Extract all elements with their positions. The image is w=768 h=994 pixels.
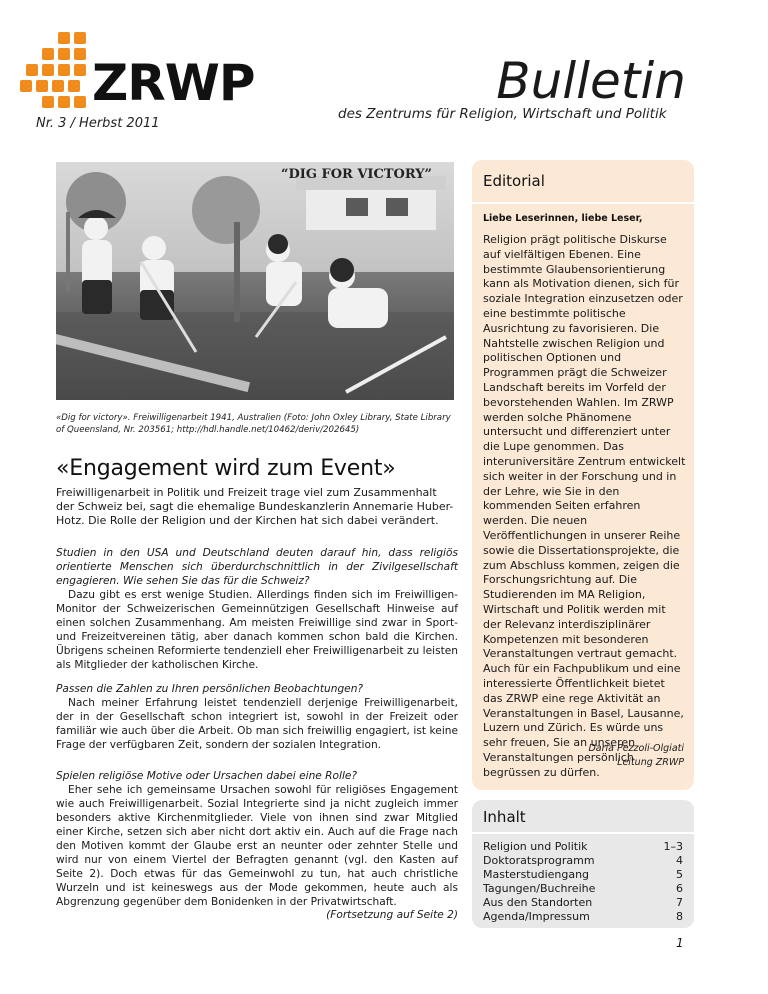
editorial-role: Leitung ZRWP xyxy=(617,757,684,768)
toc-item xyxy=(483,868,683,882)
toc-label: Tagungen/Buchreihe xyxy=(483,882,596,895)
interview-question: Spielen religiöse Motive oder Ursachen dabei eine Rolle? xyxy=(56,770,358,782)
editorial-divider xyxy=(472,202,694,204)
article-section-1 xyxy=(56,546,458,672)
toc-page: 1–3 xyxy=(663,840,683,853)
toc-item xyxy=(483,882,683,896)
interview-question: Passen die Zahlen zu Ihren persönlichen Beobachtungen? xyxy=(56,683,364,695)
toc-page: 8 xyxy=(676,910,683,923)
article-photo xyxy=(56,162,454,400)
article-section-2 xyxy=(56,682,458,752)
table-of-contents xyxy=(472,800,694,928)
toc-label: Religion und Politik xyxy=(483,840,588,853)
issue-label: Nr. 3 / Herbst 2011 xyxy=(36,116,160,131)
toc-page: 4 xyxy=(676,854,683,867)
bulletin-title: Bulletin xyxy=(496,52,686,110)
interview-answer: Eher sehe ich gemeinsame Ursachen sowohl für religiöses Engagement wie auch Freiwilligenarbeit. Sozial Integrierte sind ja nicht zugleich immer besonders aktive Kirchenmitglieder. Viele von ihnen sind zwar Mitglied einer Kirche, setzen sich aber nicht dort aktiv ein. Auch auf die Frage nach den Motiven kommt der Glaube erst an neunter oder zehnter Stelle und wird nur von einem Viertel der Befragten genannt (vgl. den Kasten auf Seite 2). Doch etwas für das Gemeinwohl zu tun, hat auch christliche Wurzeln und ist keineswegs aus der Mode gekommen, heute auch als Abgrenzung gegenüber dem Bonidenken in der Privatwirtschaft. xyxy=(56,784,458,908)
toc-label: Doktoratsprogramm xyxy=(483,854,595,867)
toc-divider xyxy=(472,832,694,834)
toc-item xyxy=(483,854,683,868)
article-headline: «Engagement wird zum Event» xyxy=(56,456,396,481)
article-section-3 xyxy=(56,769,458,909)
toc-heading: Inhalt xyxy=(483,808,526,826)
toc-item xyxy=(483,896,683,910)
photo-caption: «Dig for victory». Freiwilligenarbeit 1941, Australien (Foto: John Oxley Library, State Library of Queensland, Nr. 203561; http://hdl.handle.net/10462/deriv/202645) xyxy=(56,413,451,435)
interview-question: Studien in den USA und Deutschland deuten darauf hin, dass religiös orientierte Menschen sich überdurchschnittlich in der Zivilgesellschaft engagieren. Wie sehen Sie das für die Schweiz? xyxy=(56,547,458,587)
toc-label: Masterstudiengang xyxy=(483,868,590,881)
photo-sign: “DIG FOR VICTORY” xyxy=(281,167,433,182)
editorial-box xyxy=(472,160,694,790)
article-lede: Freiwilligenarbeit in Politik und Freizeit trage viel zum Zusammenhalt der Schweiz bei, sagt die ehemalige Bundeskanzlerin Annemarie Huber-Hotz. Die Rolle der Religion und der Kirchen hat sich dabei verändert. xyxy=(56,486,454,528)
bulletin-tagline: des Zentrums für Religion, Wirtschaft und Politik xyxy=(338,106,667,122)
logo-wordmark: ZRWP xyxy=(92,54,255,112)
interview-answer: Dazu gibt es erst wenige Studien. Allerdings finden sich im Freiwilligen-Monitor der Schweizerischen Gemeinnützigen Gesellschaft Hinweise auf einen solchen Zusammenhang. Am meisten Freiwillige sind zwar in Sport- und Freizeitvereinen tätig, aber danach kommen schon bald die Kirchen. Übrigens scheinen Reformierte tendenziell eher Freiwilligenarbeit zu leisten als Mitglieder der katholischen Kirche. xyxy=(56,589,458,671)
toc-page: 7 xyxy=(676,896,683,909)
editorial-text: Religion prägt politische Diskurse auf vielfältigen Ebenen. Eine bestimmte Glaubensorientierung kann als Motivation dienen, sich für soziale Integration einzusetzen oder eine bestimmte politische Ausrichtung zu favorisieren. Die Nahtstelle zwischen Religion und politischen Optionen und Programmen prägt die Schweizer Landschaft bereits im Vorfeld der bevorstehenden Wahlen. Im ZRWP werden solche Phänomene untersucht und differenziert unter die Lupe genommen. Das interuniversitäre Zentrum entwickelt sich weiter in der Forschung und in der Lehre, wie Sie in den kommenden Seiten erfahren werden. Die neuen Veröffentlichungen in unserer Reihe sowie die Dissertationsprojekte, die zum Abschluss kommen, zeigen die Forschungsrichtung auf. Die Studierenden im MA Religion, Wirtschaft und Politik werden mit der Relevanz interdisziplinärer Kompetenzen mit besonderen Veranstaltungen vertraut gemacht. Auch für ein Fachpublikum und eine interessierte Öffentlichkeit bietet das ZRWP eine rege Aktivität an Veranstaltungen in Basel, Lausanne, Luzern und Zürich. Es würde uns sehr freuen, Sie an unseren Veranstaltungen persönlich begrüssen zu dürfen. xyxy=(483,233,686,779)
editorial-author: Daria Pezzoli-Olgiati xyxy=(588,743,684,754)
zrwp-logo xyxy=(20,28,260,118)
interview-answer: Nach meiner Erfahrung leistet tendenziell derjenige Freiwilligenarbeit, der in der Gesellschaft schon integriert ist, sowohl in der Freizeit oder familiär wie auch über die Arbeit. Ob man sich freiwillig engagiert, ist keine Frage der verfügbaren Zeit, sondern der sozialen Integration. xyxy=(56,697,458,751)
toc-label: Agenda/Impressum xyxy=(483,910,590,923)
toc-page: 5 xyxy=(676,868,683,881)
toc-label: Aus den Standorten xyxy=(483,896,593,909)
continuation-note: (Fortsetzung auf Seite 2) xyxy=(326,909,458,921)
editorial-salutation: Liebe Leserinnen, liebe Leser, xyxy=(483,213,643,224)
toc-item xyxy=(483,910,683,924)
toc-page: 6 xyxy=(676,882,683,895)
editorial-signature xyxy=(588,742,684,770)
toc-item xyxy=(483,840,683,854)
editorial-heading: Editorial xyxy=(483,172,545,190)
page-number: 1 xyxy=(676,936,684,950)
